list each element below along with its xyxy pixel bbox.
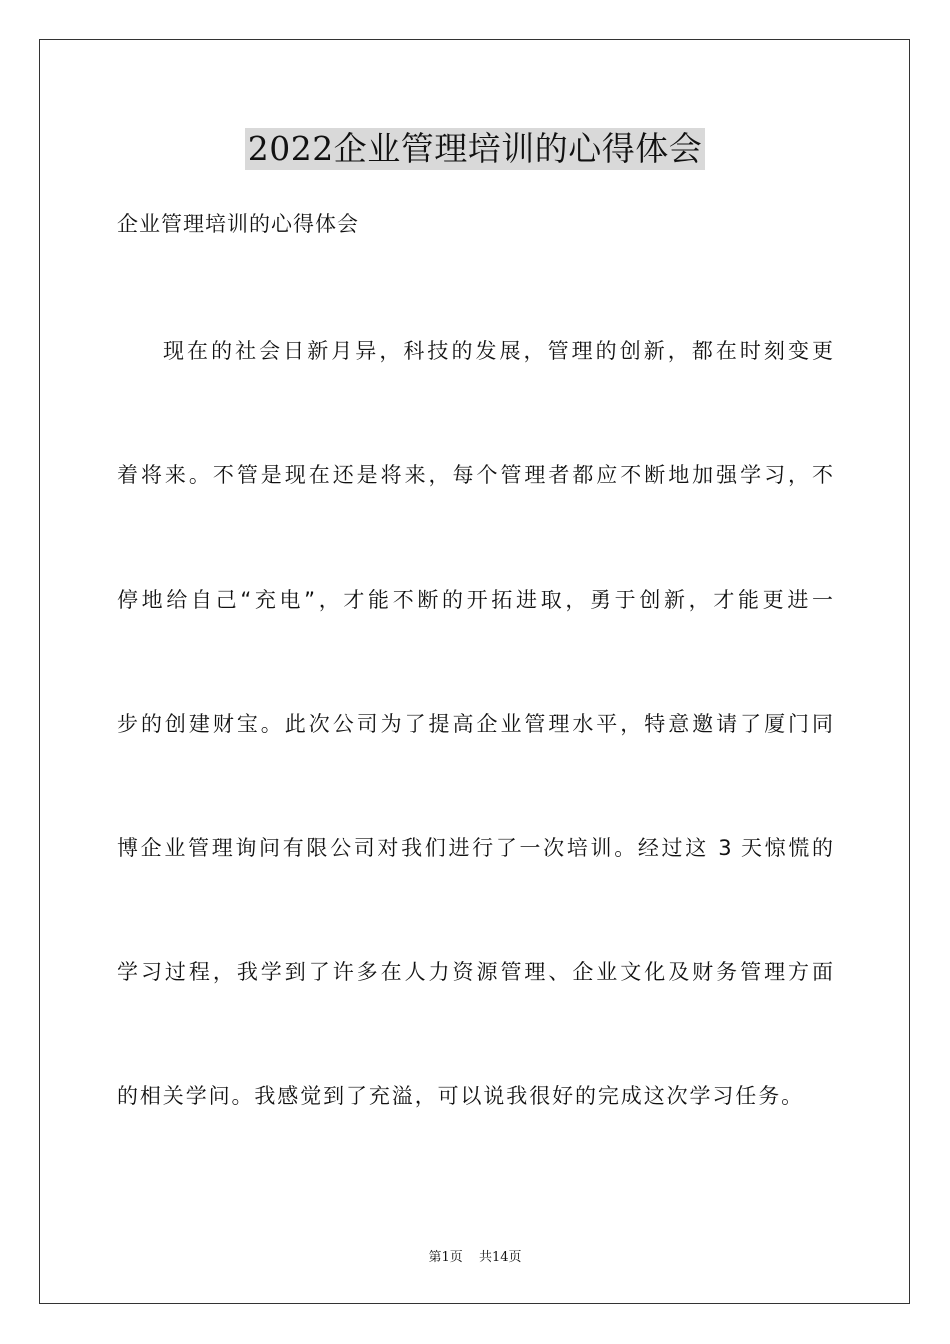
paragraph-line: 停地给自己“充电”，才能不断的开拓进取，勇于创新，才能更进一 (117, 588, 833, 612)
page-number-current: 第1页 (428, 1250, 463, 1265)
document-title: 2022企业管理培训的心得体会 (245, 128, 705, 170)
paragraph-line: 博企业管理询问有限公司对我们进行了一次培训。经过这 3 天惊慌的 (117, 836, 833, 860)
title-container (0, 128, 950, 170)
paragraph-line: 的相关学问。我感觉到了充溢，可以说我很好的完成这次学习任务。 (117, 1084, 804, 1108)
paragraph-line: 步的创建财宝。此次公司为了提高企业管理水平，特意邀请了厦门同 (117, 712, 833, 736)
page-footer (0, 1249, 950, 1267)
paragraph-line: 学习过程，我学到了许多在人力资源管理、企业文化及财务管理方面 (117, 960, 833, 984)
paragraph-line: 现在的社会日新月异，科技的发展，管理的创新，都在时刻变更 (163, 339, 833, 363)
paragraph-line: 着将来。不管是现在还是将来，每个管理者都应不断地加强学习，不 (117, 463, 833, 487)
page-number-total: 共14页 (478, 1250, 522, 1265)
document-subtitle: 企业管理培训的心得体会 (117, 212, 359, 236)
